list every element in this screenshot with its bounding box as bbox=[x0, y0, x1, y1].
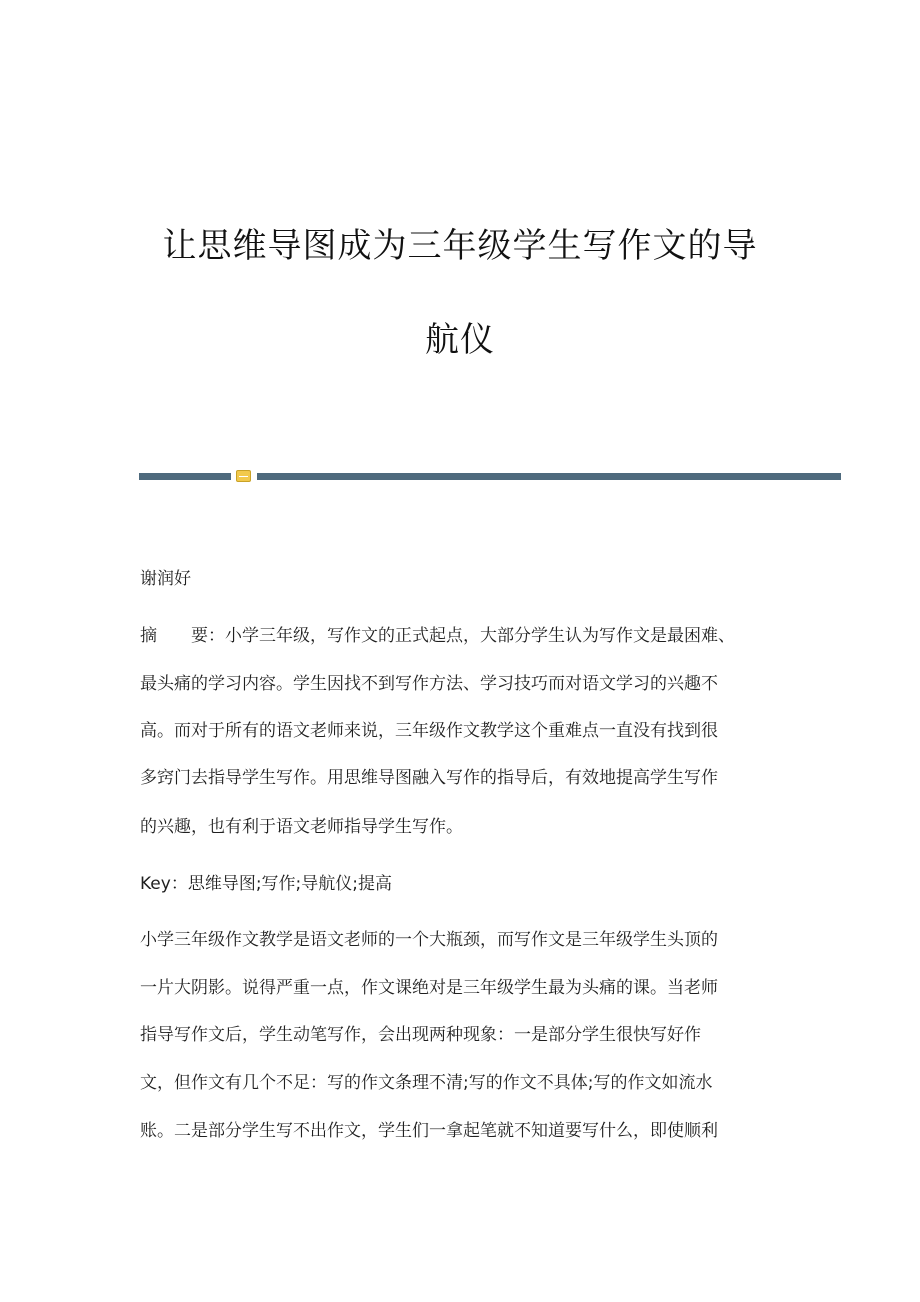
divider-bar-right bbox=[257, 473, 841, 480]
divider-bar-left bbox=[139, 473, 231, 480]
abstract-line: 的兴趣，也有利于语文老师指导学生写作。 bbox=[140, 817, 463, 837]
document-title-line-1: 让思维导图成为三年级学生写作文的导 bbox=[162, 226, 758, 266]
body-line: 指导写作文后，学生动笔写作，会出现两种现象：一是部分学生很快写好作 bbox=[140, 1025, 701, 1045]
body-line: 小学三年级作文教学是语文老师的一个大瓶颈，而写作文是三年级学生头顶的 bbox=[140, 930, 718, 950]
abstract-line: 最头痛的学习内容。学生因找不到写作方法、学习技巧而对语文学习的兴趣不 bbox=[140, 674, 718, 694]
abstract-line: 摘 要：小学三年级，写作文的正式起点，大部分学生认为写作文是最困难、 bbox=[140, 626, 735, 646]
divider-emblem-icon bbox=[236, 470, 251, 482]
abstract-line: 多窍门去指导学生写作。用思维导图融入写作的指导后，有效地提高学生写作 bbox=[140, 768, 718, 788]
keywords: Key：思维导图;写作;导航仪;提高 bbox=[140, 874, 393, 894]
author-name: 谢润好 bbox=[140, 569, 191, 589]
document-title-line-2: 航仪 bbox=[425, 320, 495, 360]
title-divider bbox=[139, 470, 841, 482]
body-line: 一片大阴影。说得严重一点，作文课绝对是三年级学生最为头痛的课。当老师 bbox=[140, 978, 718, 998]
abstract-line: 高。而对于所有的语文老师来说，三年级作文教学这个重难点一直没有找到很 bbox=[140, 721, 718, 741]
body-line: 账。二是部分学生写不出作文，学生们一拿起笔就不知道要写什么，即使顺利 bbox=[140, 1121, 718, 1141]
body-line: 文，但作文有几个不足：写的作文条理不清;写的作文不具体;写的作文如流水 bbox=[140, 1073, 713, 1093]
